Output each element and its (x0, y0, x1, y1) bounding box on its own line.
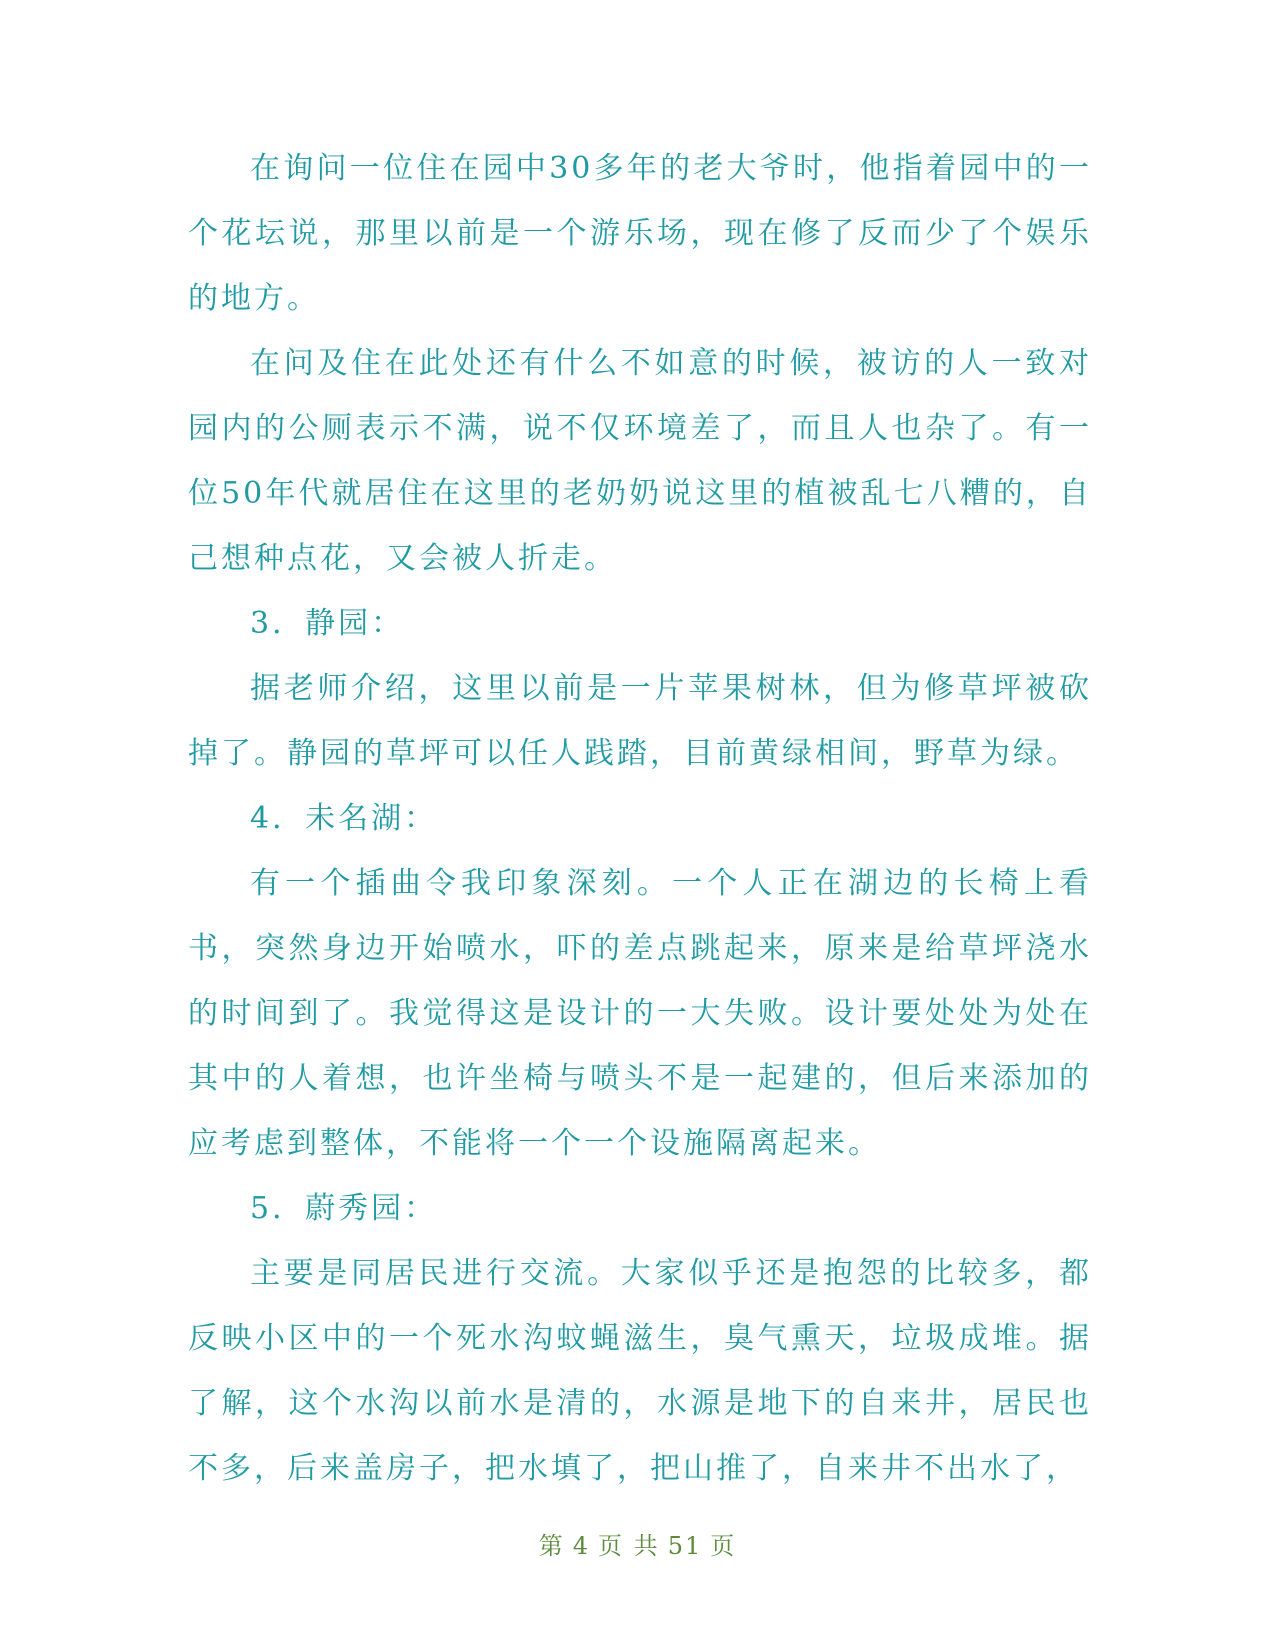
section-heading: 4．未名湖： (250, 801, 438, 836)
section-heading: 3．静园： (250, 606, 405, 641)
footer-prefix: 第 (538, 1532, 565, 1560)
footer-page-number: 4 (572, 1532, 591, 1560)
paragraph: 主要是同居民进行交流。大家似乎还是抱怨的比较多，都反映小区中的一个死水沟蚊蝇滋生，臭气熏天，垃圾成堆。据了解，这个水沟以前水是清的，水源是地下的自来井，居民也不多，后来盖房子，把水填了，把山推了，自来井不出水了， (188, 1256, 1092, 1486)
paragraph: 在询问一位住在园中30多年的老大爷时，他指着园中的一个花坛说，那里以前是一个游乐场，现在修了反而少了个娱乐的地方。 (188, 151, 1092, 316)
paragraph: 有一个插曲令我印象深刻。一个人正在湖边的长椅上看书，突然身边开始喷水，吓的差点跳起来，原来是给草坪浇水的时间到了。我觉得这是设计的一大失败。设计要处处为处在其中的人着想，也许坐椅与喷头不是一起建的，但后来添加的应考虑到整体，不能将一个一个设施隔离起来。 (188, 866, 1092, 1161)
footer-suffix: 页 (710, 1532, 737, 1560)
paragraph: 在问及住在此处还有什么不如意的时候，被访的人一致对园内的公厕表示不满，说不仅环境差了，而且人也杂了。有一位50年代就居住在这里的老奶奶说这里的植被乱七八糟的，自己想种点花，又会被人折走。 (188, 346, 1092, 576)
paragraph: 据老师介绍，这里以前是一片苹果树林，但为修草坪被砍掉了。静园的草坪可以任人践踏，目前黄绿相间，野草为绿。 (188, 671, 1092, 771)
section-heading: 5．蔚秀园： (250, 1191, 438, 1226)
footer-middle: 页 共 (598, 1532, 660, 1560)
document-body (188, 136, 1092, 1501)
footer-total-pages: 51 (667, 1532, 703, 1560)
page-footer (0, 1526, 1275, 1561)
